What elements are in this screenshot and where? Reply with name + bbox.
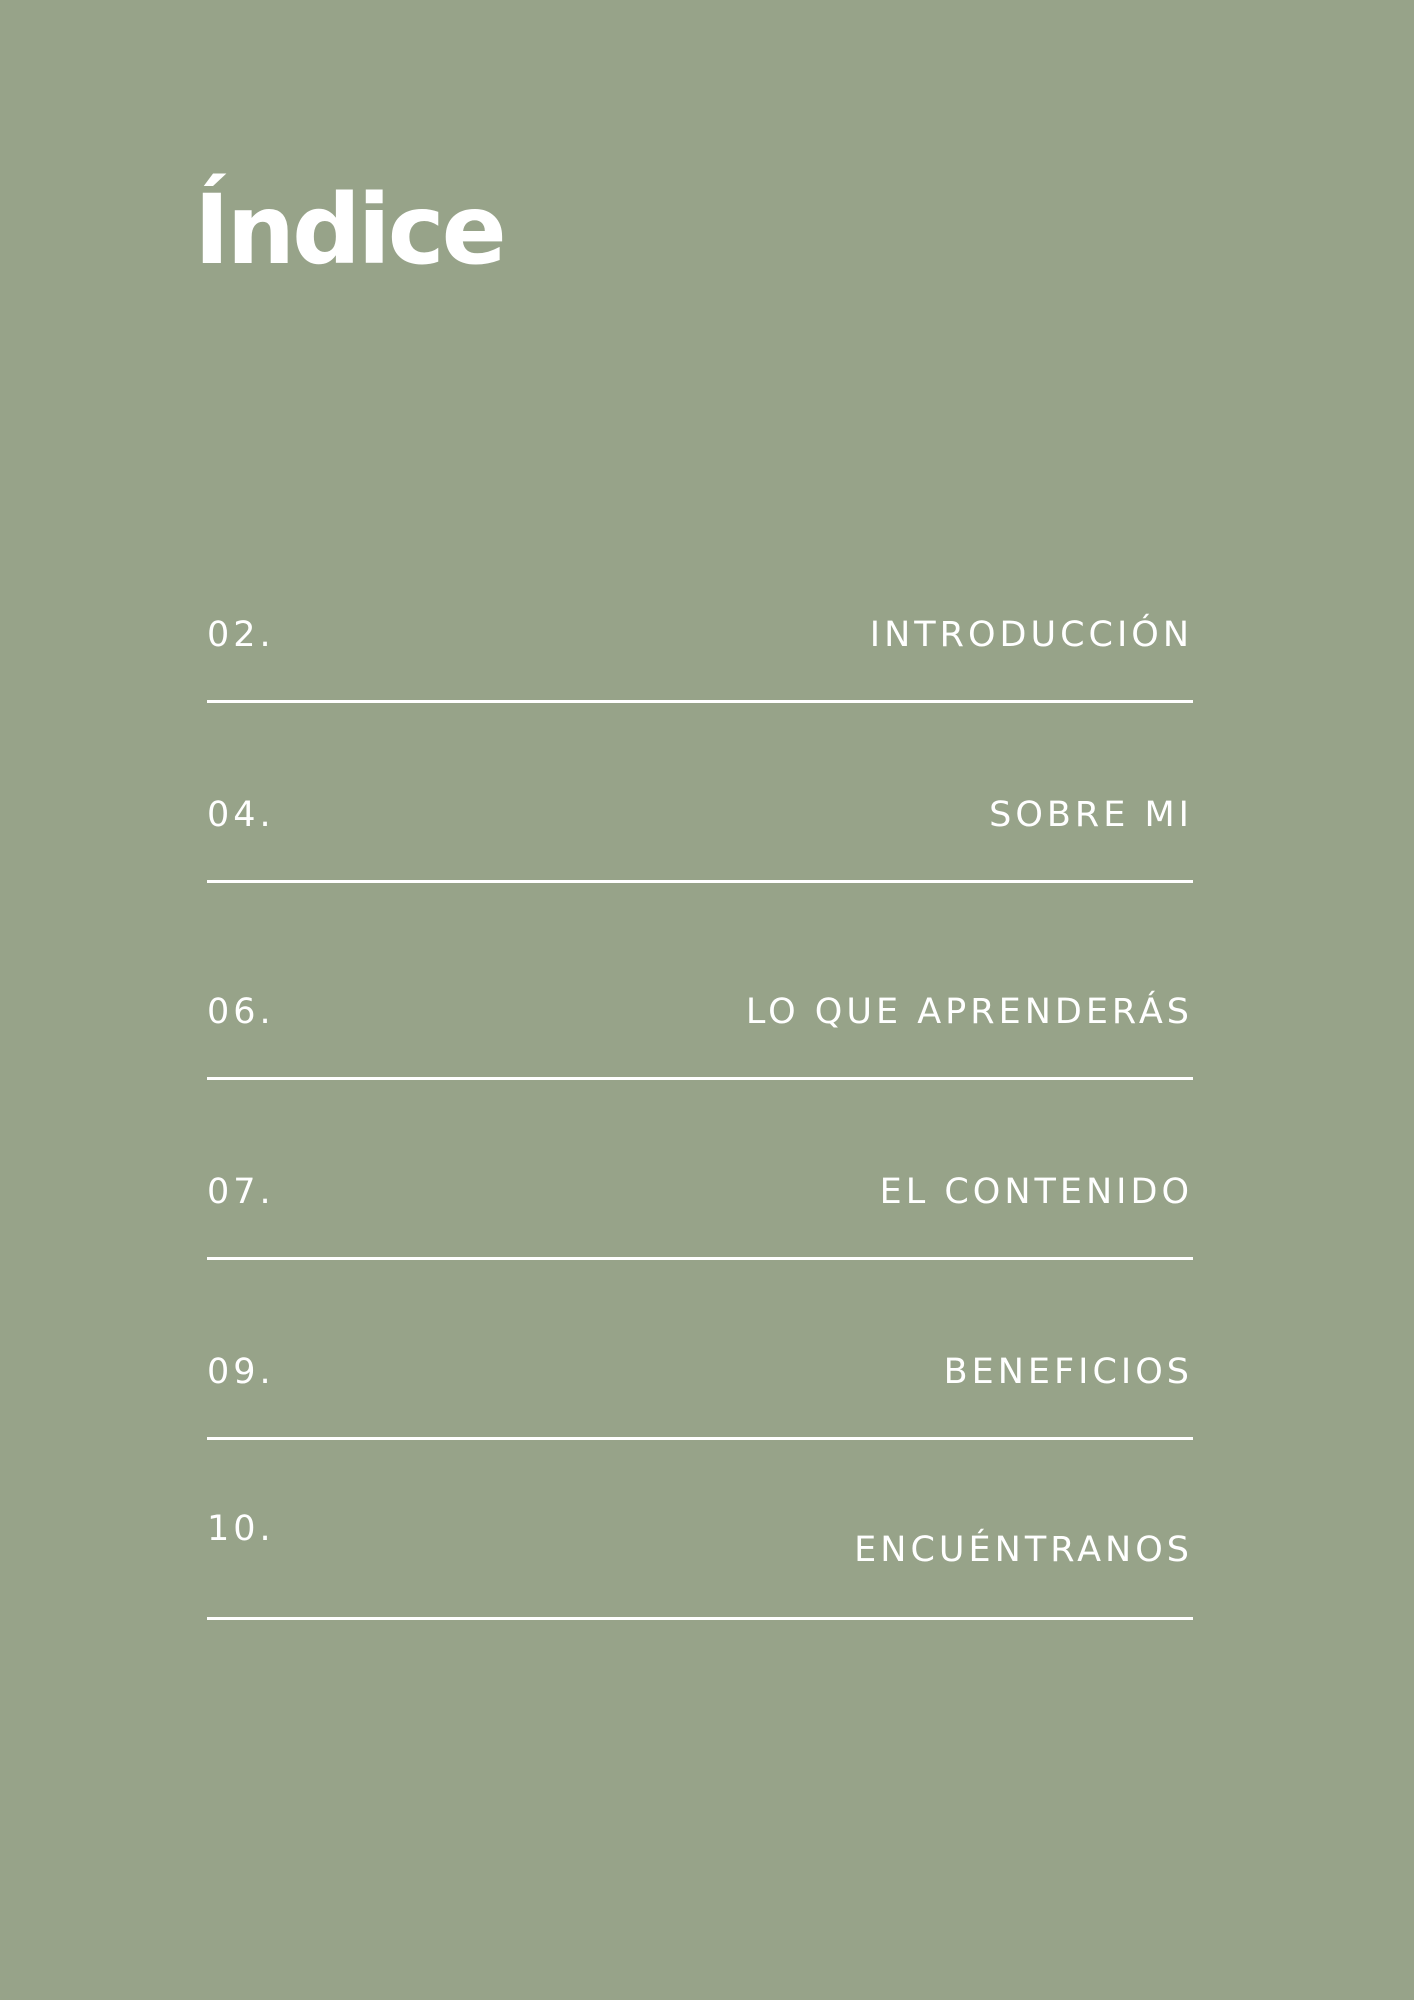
toc-item-sobre-mi (207, 794, 1193, 854)
toc-section-label: ENCUÉNTRANOS (854, 1530, 1193, 1570)
toc-page-number: 04. (207, 795, 275, 835)
toc-section-label: SOBRE MI (989, 795, 1193, 835)
page-title: Índice (194, 174, 504, 286)
toc-divider (207, 700, 1193, 703)
toc-page-number: 07. (207, 1172, 275, 1212)
toc-divider (207, 1437, 1193, 1440)
toc-divider (207, 880, 1193, 883)
toc-item-introduccion (207, 614, 1193, 674)
toc-page-number: 10. (207, 1509, 275, 1549)
table-of-contents (207, 0, 1193, 2000)
toc-page-number: 09. (207, 1352, 275, 1392)
toc-item-lo-que-aprenderas (207, 991, 1193, 1051)
toc-section-label: EL CONTENIDO (879, 1172, 1193, 1212)
toc-divider (207, 1077, 1193, 1080)
toc-item-el-contenido (207, 1171, 1193, 1231)
toc-divider (207, 1617, 1193, 1620)
toc-item-encuentranos (207, 1509, 1193, 1569)
toc-section-label: BENEFICIOS (943, 1352, 1193, 1392)
toc-divider (207, 1257, 1193, 1260)
toc-item-beneficios (207, 1351, 1193, 1411)
toc-page-number: 06. (207, 992, 275, 1032)
toc-section-label: LO QUE APRENDERÁS (745, 992, 1193, 1032)
toc-section-label: INTRODUCCIÓN (869, 615, 1193, 655)
toc-page-number: 02. (207, 615, 275, 655)
